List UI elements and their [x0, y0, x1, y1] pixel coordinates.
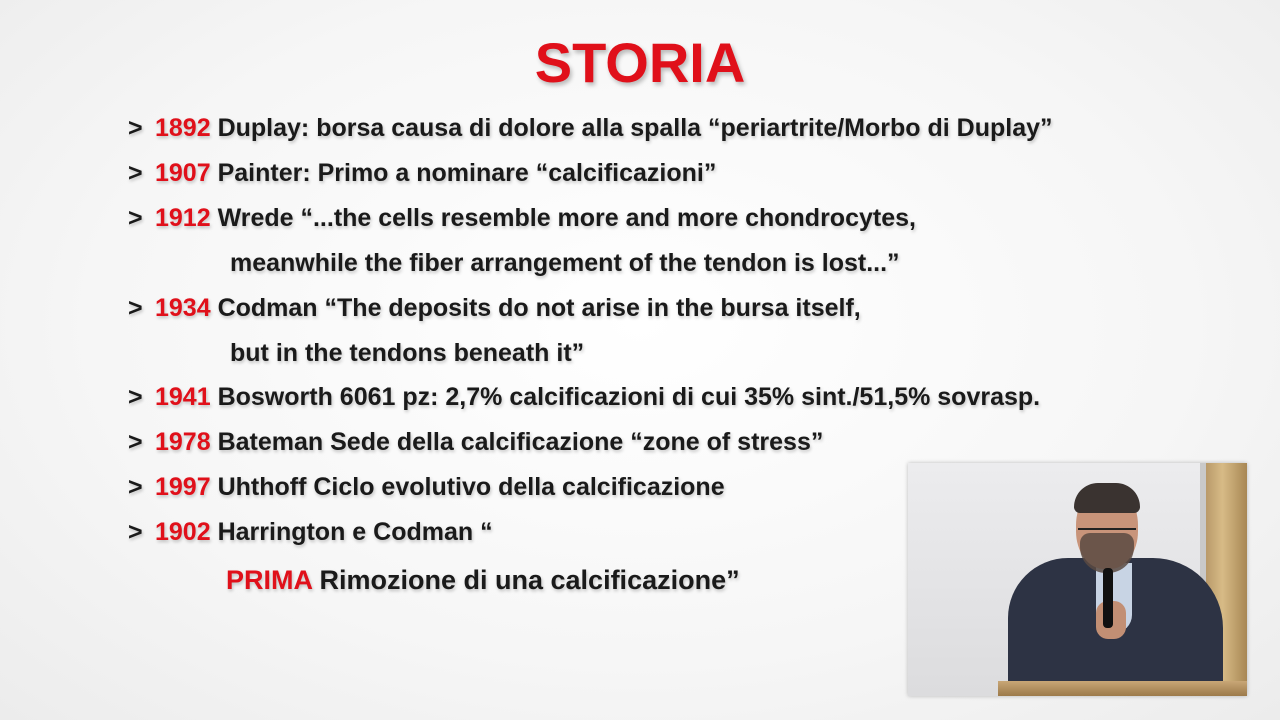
bullet-marker: > [128, 473, 143, 501]
item-year: 1892 [155, 114, 211, 142]
item-year: 1934 [155, 294, 211, 322]
item-text: Uhthoff Ciclo evolutivo della calcificazione [217, 473, 725, 501]
final-text: Rimozione di una calcificazione” [319, 565, 740, 595]
item-text: Harrington e Codman “ [217, 518, 493, 546]
item-text: Painter: Primo a nominare “calcificazioni” [217, 159, 717, 187]
history-item-1941 [128, 383, 1040, 412]
history-item-1912 [128, 204, 916, 233]
history-item-1997 [128, 473, 725, 502]
item-text: Wrede “...the cells resemble more and more chondrocytes, [217, 204, 916, 232]
item-year: 1912 [155, 204, 211, 232]
bullet-marker: > [128, 159, 143, 187]
bullet-marker: > [128, 428, 143, 456]
history-item-1978 [128, 428, 823, 457]
prima-highlight: PRIMA [226, 565, 312, 595]
item-year: 1902 [155, 518, 211, 546]
history-item-1902-continuation [226, 565, 740, 596]
history-item-1892 [128, 114, 1053, 143]
item-text: Bosworth 6061 pz: 2,7% calcificazioni di cui 35% sint./51,5% sovrasp. [217, 383, 1041, 411]
item-year: 1941 [155, 383, 211, 411]
item-text: Bateman Sede della calcificazione “zone of stress” [217, 428, 824, 456]
bullet-marker: > [128, 294, 143, 322]
item-year: 1997 [155, 473, 211, 501]
slide-title: STORIA [534, 31, 746, 94]
history-item-1934-continuation: but in the tendons beneath it” [230, 339, 585, 367]
bullet-marker: > [128, 114, 143, 142]
bullet-marker: > [128, 518, 143, 546]
microphone-icon [1103, 568, 1113, 628]
item-text: Codman “The deposits do not arise in the bursa itself, [217, 294, 861, 322]
item-year: 1978 [155, 428, 211, 456]
history-item-1907 [128, 159, 716, 188]
item-text: Duplay: borsa causa di dolore alla spalla “periartrite/Morbo di Duplay” [217, 114, 1053, 142]
item-year: 1907 [155, 159, 211, 187]
history-item-1912-continuation: meanwhile the fiber arrangement of the tendon is lost...” [230, 249, 900, 277]
history-item-1902 [128, 518, 493, 547]
bullet-marker: > [128, 204, 143, 232]
speaker-video-inset [908, 463, 1247, 696]
bullet-marker: > [128, 383, 143, 411]
history-item-1934 [128, 294, 861, 323]
